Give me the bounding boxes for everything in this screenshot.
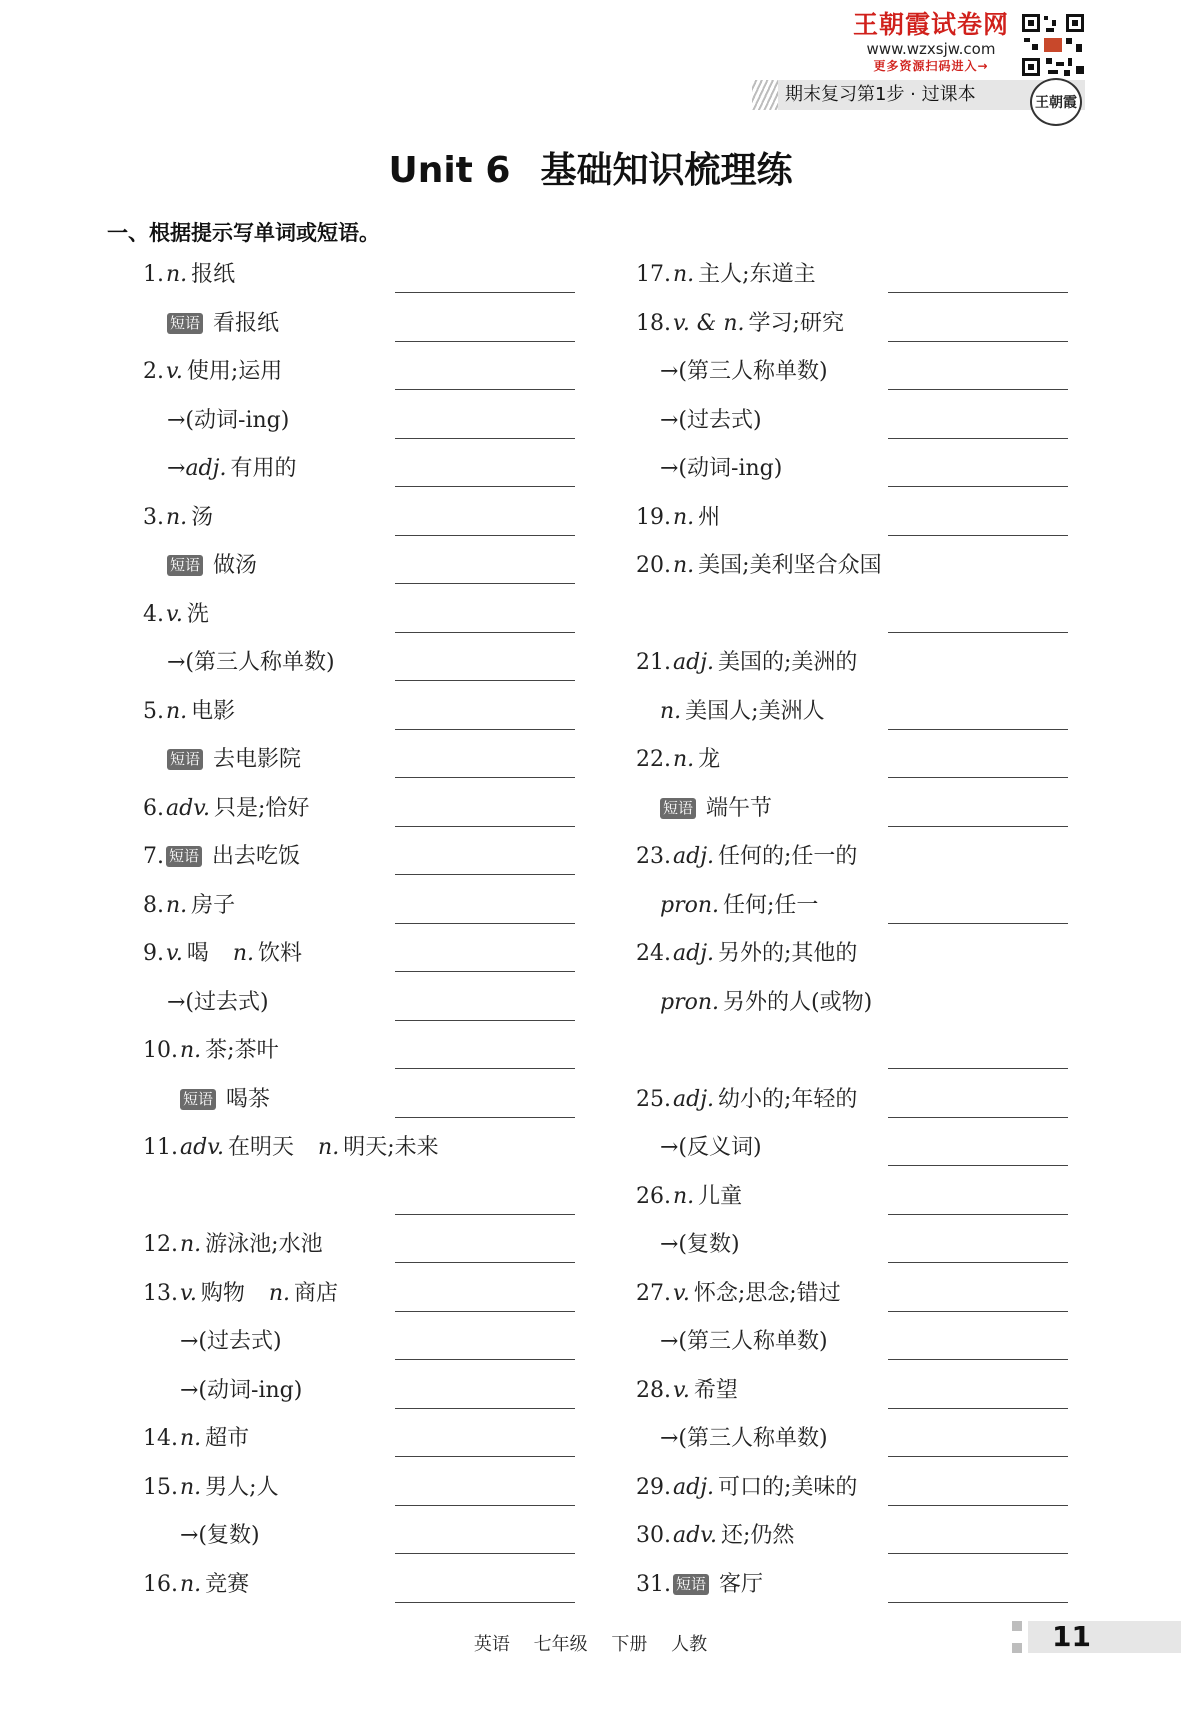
item-label (660, 359, 828, 385)
item-label (636, 1378, 738, 1404)
phrase-tag: 短语 (180, 1089, 216, 1110)
footer-edition: 人教 (671, 1634, 708, 1655)
footer-volume: 下册 (611, 1634, 648, 1655)
page-number: 11 (1052, 1620, 1091, 1653)
item-meaning: 男人;人 (205, 1474, 279, 1500)
part-of-speech: v. (166, 941, 183, 966)
answer-blank[interactable] (395, 1020, 575, 1021)
item-label (143, 844, 300, 870)
answer-blank[interactable] (395, 1456, 575, 1457)
item-meaning: 汤 (191, 504, 214, 530)
answer-blank[interactable] (395, 1359, 575, 1360)
seal-text: 王朝霞 (1035, 95, 1077, 111)
part-of-speech: n. (166, 698, 188, 724)
item-meaning: 可口的;美味的 (718, 1474, 858, 1500)
item-label (167, 408, 289, 434)
answer-blank[interactable] (888, 1262, 1068, 1263)
item-number: 13. (143, 1280, 178, 1306)
item-number: 12. (143, 1232, 178, 1257)
title-text: 基础知识梳理练 (540, 150, 793, 191)
answer-blank[interactable] (395, 729, 575, 730)
item-number: 22. (636, 747, 671, 772)
item-label (143, 1572, 249, 1598)
item-label (660, 408, 762, 434)
item-meaning: 幼小的;年轻的 (718, 1086, 858, 1112)
part-of-speech: v. (673, 1377, 690, 1403)
answer-blank[interactable] (888, 341, 1068, 342)
answer-blank[interactable] (888, 1456, 1068, 1457)
item-meaning: 还;仍然 (721, 1523, 795, 1548)
derivation-hint: →(过去式) (660, 407, 762, 433)
answer-blank[interactable] (395, 341, 575, 342)
item-label (143, 1038, 279, 1064)
item-label (636, 650, 857, 676)
item-number: 16. (143, 1571, 178, 1597)
item-meaning: 有用的 (230, 456, 297, 481)
answer-blank[interactable] (395, 874, 575, 875)
footer (0, 1630, 1181, 1656)
item-label (660, 796, 772, 822)
part-of-speech: v. (166, 601, 183, 627)
item-meaning: 美国;美利坚合众国 (698, 553, 882, 578)
answer-blank[interactable] (888, 729, 1068, 730)
derivation-hint: →(动词-ing) (180, 1377, 303, 1403)
item-label (636, 1572, 763, 1598)
item-meaning: 去电影院 (213, 747, 302, 772)
item-meaning: 另外的;其他的 (718, 941, 858, 966)
item-label (143, 359, 282, 385)
item-meaning: 茶;茶叶 (205, 1038, 279, 1063)
item-label (167, 747, 301, 773)
item-meaning: 儿童 (698, 1183, 743, 1209)
item-number: 4. (143, 601, 164, 627)
part-of-speech: n. (268, 1280, 290, 1306)
item-meaning: 龙 (698, 747, 721, 772)
item-label (636, 311, 844, 337)
derivation-hint: →(第三人称单数) (660, 359, 828, 384)
answer-blank[interactable] (888, 632, 1068, 633)
part-of-speech: v. (166, 359, 183, 384)
item-label (636, 941, 857, 967)
item-meaning: 竞赛 (205, 1571, 250, 1597)
answer-blank[interactable] (395, 1602, 575, 1603)
item-label (660, 893, 818, 919)
part-of-speech: n. (180, 1426, 202, 1451)
item-meaning: 洗 (186, 601, 209, 627)
brand-name: 王朝霞试卷网 (852, 10, 1009, 39)
item-meaning: 端午节 (706, 795, 773, 821)
part-of-speech: adj. (185, 456, 227, 481)
item-number: 8. (143, 892, 164, 918)
part-of-speech: pron. (660, 989, 720, 1015)
item-label (636, 262, 816, 288)
part-of-speech: n. (232, 941, 254, 966)
item-number: 18. (636, 310, 671, 336)
answer-blank[interactable] (395, 971, 575, 972)
item-label (636, 747, 720, 773)
item-meaning: 房子 (191, 892, 236, 918)
page-number-bar (1028, 1621, 1181, 1653)
item-label (167, 456, 296, 482)
item-label (660, 990, 872, 1016)
item-label (143, 941, 302, 967)
item-label (180, 1523, 260, 1549)
answer-blank[interactable] (395, 1214, 575, 1215)
answer-blank[interactable] (888, 1602, 1068, 1603)
item-label (636, 1281, 841, 1307)
item-label (636, 1184, 742, 1210)
phrase-tag: 短语 (167, 749, 203, 770)
item-label (636, 1523, 794, 1549)
item-label (636, 1087, 857, 1113)
answer-blank[interactable] (395, 1408, 575, 1409)
item-label (180, 1329, 282, 1355)
item-number: 3. (143, 504, 164, 530)
item-label (180, 1378, 302, 1404)
answer-blank[interactable] (888, 1505, 1068, 1506)
answer-blank[interactable] (395, 389, 575, 390)
answer-blank[interactable] (395, 923, 575, 924)
banner-text: 期末复习第1步 · 过课本 (785, 84, 976, 105)
item-label (167, 990, 269, 1016)
item-label (167, 553, 257, 579)
item-label (143, 1232, 323, 1258)
answer-blank[interactable] (888, 1165, 1068, 1166)
part-of-speech: n. (180, 1571, 202, 1597)
answer-blank[interactable] (888, 1408, 1068, 1409)
item-number: 15. (143, 1474, 178, 1500)
derivation-hint: →(过去式) (180, 1329, 282, 1354)
item-meaning: 出去吃饭 (212, 844, 301, 869)
footer-subject: 英语 (473, 1634, 510, 1655)
item-meaning: 任何;任一 (723, 892, 819, 918)
item-meaning: 州 (698, 504, 721, 530)
part-of-speech: n. (166, 504, 188, 530)
item-meaning: 希望 (693, 1377, 738, 1403)
item-label (660, 699, 825, 725)
item-meaning: 超市 (205, 1426, 250, 1451)
item-label (143, 699, 235, 725)
footer-grade: 七年级 (533, 1634, 588, 1655)
item-number: 21. (636, 650, 671, 675)
item-meaning: 只是;恰好 (214, 795, 310, 821)
item-label (636, 1475, 857, 1501)
answer-blank[interactable] (395, 438, 575, 439)
answer-blank[interactable] (395, 1505, 575, 1506)
item-number: 29. (636, 1474, 671, 1500)
answer-blank[interactable] (888, 1068, 1068, 1069)
item-label (143, 1281, 338, 1307)
item-number: 24. (636, 941, 671, 966)
part-of-speech: adj. (673, 1086, 715, 1112)
derivation-hint: → (167, 456, 186, 481)
answer-blank[interactable] (888, 923, 1068, 924)
derivation-hint: →(反义词) (660, 1135, 762, 1160)
item-label (143, 602, 209, 628)
answer-blank[interactable] (888, 1311, 1068, 1312)
item-number: 6. (143, 795, 164, 821)
item-number: 17. (636, 262, 671, 287)
item-label (167, 650, 335, 676)
part-of-speech: adv. (180, 1135, 225, 1160)
answer-blank[interactable] (395, 292, 575, 293)
answer-blank[interactable] (395, 826, 575, 827)
part-of-speech: v. (673, 1280, 690, 1306)
item-number: 7. (143, 844, 164, 869)
item-meaning: 饮料 (258, 941, 303, 966)
part-of-speech: n. (673, 504, 695, 530)
item-number: 14. (143, 1426, 178, 1451)
item-meaning: 学习;研究 (748, 310, 844, 336)
brand-promo: 更多资源扫码进入→ (873, 59, 989, 73)
derivation-hint: →(过去式) (167, 989, 269, 1015)
banner-stripes (752, 80, 778, 110)
part-of-speech: adj. (673, 650, 715, 675)
item-meaning: 购物 (200, 1280, 245, 1306)
answer-blank[interactable] (888, 1214, 1068, 1215)
item-label (660, 1232, 740, 1258)
item-meaning: 任何的;任一的 (718, 844, 858, 869)
item-number: 27. (636, 1280, 671, 1306)
part-of-speech: n. (318, 1135, 340, 1160)
item-label (143, 505, 213, 531)
answer-blank[interactable] (395, 632, 575, 633)
item-number: 9. (143, 941, 164, 966)
page-title (0, 142, 1181, 193)
item-label (143, 796, 309, 822)
item-meaning: 客厅 (719, 1571, 764, 1597)
derivation-hint: →(第三人称单数) (167, 650, 335, 675)
part-of-speech: v. (180, 1280, 197, 1306)
item-label (660, 1329, 828, 1355)
item-label (660, 1426, 828, 1452)
part-of-speech: v. & n. (673, 310, 745, 336)
phrase-tag: 短语 (660, 798, 696, 819)
part-of-speech: n. (166, 262, 188, 287)
derivation-hint: →(第三人称单数) (660, 1426, 828, 1451)
part-of-speech: n. (180, 1474, 202, 1500)
item-label (636, 844, 857, 870)
corner-square (1012, 1621, 1022, 1631)
part-of-speech: adv. (673, 1523, 718, 1548)
item-meaning: 做汤 (213, 553, 258, 578)
item-number: 30. (636, 1523, 671, 1548)
answer-blank[interactable] (395, 1068, 575, 1069)
part-of-speech: adv. (166, 795, 211, 821)
part-of-speech: adj. (673, 1474, 715, 1500)
item-meaning: 美国人;美洲人 (685, 698, 825, 724)
answer-blank[interactable] (888, 777, 1068, 778)
phrase-tag: 短语 (166, 846, 202, 867)
part-of-speech: pron. (660, 892, 720, 918)
item-label (636, 505, 720, 531)
unit-label: Unit 6 (388, 150, 511, 191)
answer-blank[interactable] (395, 680, 575, 681)
derivation-hint: →(动词-ing) (660, 456, 783, 481)
item-meaning: 主人;东道主 (698, 262, 816, 287)
item-number: 26. (636, 1183, 671, 1209)
answer-blank[interactable] (888, 438, 1068, 439)
item-label (636, 553, 882, 579)
item-number: 19. (636, 504, 671, 530)
answer-blank[interactable] (395, 486, 575, 487)
item-number: 5. (143, 698, 164, 724)
brand-url: www.wzxsjw.com (866, 40, 996, 58)
derivation-hint: →(动词-ing) (167, 407, 290, 433)
answer-blank[interactable] (395, 777, 575, 778)
qr-code-icon (1020, 12, 1086, 78)
item-meaning: 怀念;思念;错过 (693, 1280, 841, 1306)
item-meaning: 美国的;美洲的 (718, 650, 858, 675)
item-meaning: 在明天 (228, 1135, 295, 1160)
item-label (143, 1135, 439, 1161)
part-of-speech: n. (673, 747, 695, 772)
part-of-speech: adj. (673, 941, 715, 966)
phrase-tag: 短语 (673, 1574, 709, 1595)
part-of-speech: n. (673, 262, 695, 287)
item-meaning: 明天;未来 (343, 1135, 439, 1160)
answer-blank[interactable] (888, 486, 1068, 487)
section-heading: 一、根据提示写单词或短语。 (107, 221, 380, 245)
item-number: 23. (636, 844, 671, 869)
item-number: 31. (636, 1571, 671, 1597)
derivation-hint: →(复数) (660, 1232, 740, 1257)
item-number: 20. (636, 553, 671, 578)
answer-blank[interactable] (888, 535, 1068, 536)
item-number: 2. (143, 359, 164, 384)
derivation-hint: →(复数) (180, 1523, 260, 1548)
item-number: 1. (143, 262, 164, 287)
derivation-hint: →(第三人称单数) (660, 1329, 828, 1354)
phrase-tag: 短语 (167, 555, 203, 576)
answer-blank[interactable] (888, 826, 1068, 827)
item-meaning: 报纸 (191, 262, 236, 287)
part-of-speech: n. (673, 1183, 695, 1209)
item-label (143, 262, 235, 288)
item-meaning: 游泳池;水池 (205, 1232, 323, 1257)
answer-blank[interactable] (395, 1262, 575, 1263)
item-meaning: 使用;运用 (186, 359, 283, 384)
item-meaning: 看报纸 (213, 310, 280, 336)
item-number: 28. (636, 1377, 671, 1403)
item-label (143, 893, 235, 919)
corner-square (1012, 1643, 1022, 1653)
item-number: 25. (636, 1086, 671, 1112)
logo-seal (1030, 78, 1082, 126)
phrase-tag: 短语 (167, 313, 203, 334)
answer-blank[interactable] (395, 1311, 575, 1312)
answer-blank[interactable] (395, 583, 575, 584)
item-label (143, 1426, 249, 1452)
part-of-speech: n. (673, 553, 695, 578)
answer-blank[interactable] (888, 1117, 1068, 1118)
item-meaning: 电影 (191, 698, 236, 724)
part-of-speech: n. (180, 1038, 202, 1063)
answer-blank[interactable] (395, 1117, 575, 1118)
answer-blank[interactable] (395, 535, 575, 536)
item-meaning: 另外的人(或物) (723, 989, 873, 1015)
item-meaning: 商店 (294, 1280, 339, 1306)
part-of-speech: n. (166, 892, 188, 918)
item-meaning: 喝茶 (226, 1086, 271, 1112)
item-label (167, 311, 279, 337)
answer-blank[interactable] (888, 1359, 1068, 1360)
item-number: 11. (143, 1135, 178, 1160)
answer-blank[interactable] (888, 292, 1068, 293)
answer-blank[interactable] (888, 389, 1068, 390)
item-label (180, 1087, 270, 1113)
item-label (660, 1135, 762, 1161)
item-label (143, 1475, 279, 1501)
part-of-speech: n. (660, 698, 682, 724)
part-of-speech: n. (180, 1232, 202, 1257)
item-label (660, 456, 782, 482)
answer-blank[interactable] (888, 1553, 1068, 1554)
part-of-speech: adj. (673, 844, 715, 869)
item-meaning: 喝 (186, 941, 209, 966)
answer-blank[interactable] (395, 1553, 575, 1554)
item-number: 10. (143, 1038, 178, 1063)
brand-block (846, 10, 1016, 74)
